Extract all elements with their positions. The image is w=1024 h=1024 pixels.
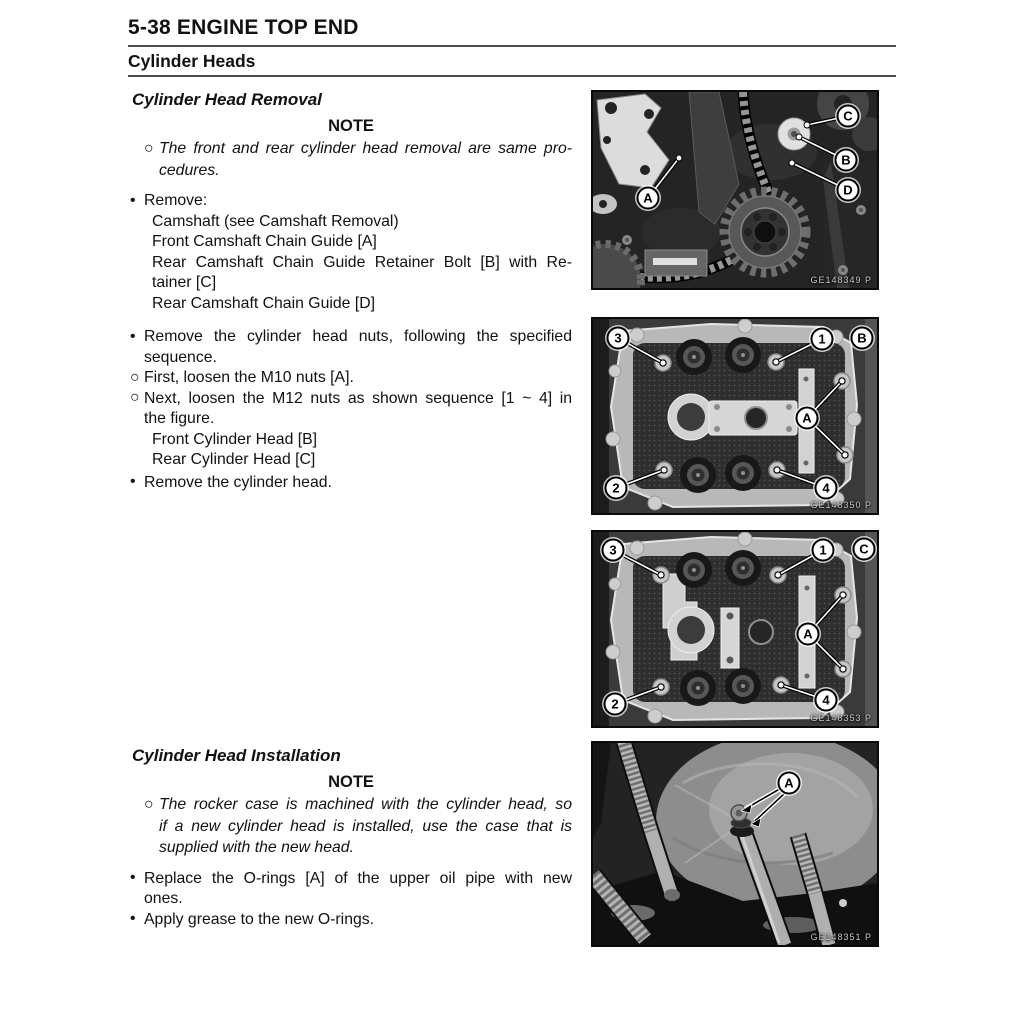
note-line: ○ The front and rear cylinder head removal are same pro- [146, 138, 572, 160]
photo-code: GE148353 P [810, 713, 872, 723]
callout-2: 2 [605, 477, 628, 500]
list-line: tainer [C] [152, 274, 217, 291]
list-line: Camshaft (see Camshaft Removal) [152, 212, 399, 230]
list-line: ○ First, loosen the M10 nuts [A]. [130, 368, 354, 386]
cam-chain-scene [593, 92, 877, 288]
note-label: NOTE [328, 773, 374, 791]
note-line: supplied with the new head. [159, 839, 354, 856]
callout-a: A [796, 407, 819, 430]
section-divider [128, 75, 896, 77]
list-line: • Remove: [130, 191, 208, 209]
circle-marker: ○ [144, 796, 154, 813]
figure-cam-chain-photo [591, 90, 879, 290]
tensioner-bracket [645, 250, 707, 276]
callout-a: A [637, 187, 660, 210]
installation-section [130, 746, 572, 930]
list-line: the figure. [144, 410, 215, 427]
callout-3: 3 [602, 539, 625, 562]
note-line: ○ The rocker case is machined with the cylinder head, so [146, 794, 572, 816]
callout-a: A [778, 772, 801, 795]
header-divider [128, 45, 896, 47]
callout-corner-c: C [853, 538, 876, 561]
circle-marker: ○ [144, 140, 154, 157]
callout-b: B [835, 149, 858, 172]
removal-section [130, 90, 572, 493]
list-line: ones. [144, 890, 183, 907]
bullet-marker: • [130, 869, 136, 886]
list-line: • Apply grease to the new O-rings. [130, 910, 375, 928]
figure-front-cylinder-head-photo [591, 317, 879, 515]
installation-heading: Cylinder Head Installation [132, 746, 341, 765]
list-line: sequence. [144, 348, 217, 366]
bullet-marker: • [130, 910, 136, 927]
list-line: • Remove the cylinder head. [130, 473, 332, 491]
callout-3: 3 [607, 327, 630, 350]
circle-marker: ○ [130, 368, 140, 386]
removal-heading: Cylinder Head Removal [132, 90, 322, 109]
photo-code: GE148350 P [810, 500, 872, 510]
installation-note [146, 794, 572, 859]
oil-pipe-scene [593, 743, 877, 945]
list-line: • Remove the cylinder head nuts, following the specified [130, 327, 572, 345]
figure-oil-pipe-photo [591, 741, 879, 947]
callout-2: 2 [604, 693, 627, 716]
chain-sprocket [724, 191, 806, 273]
bullet-marker: • [130, 327, 136, 345]
circle-marker: ○ [130, 389, 140, 406]
figure-rear-cylinder-head-photo [591, 530, 879, 728]
bullet-marker: • [130, 473, 136, 490]
note-label: NOTE [328, 117, 374, 135]
callout-corner-b: B [851, 327, 874, 350]
list-line: • Replace the O-rings [A] of the upper oil pipe with new [130, 869, 572, 887]
callout-d: D [837, 179, 860, 202]
callout-c: C [837, 105, 860, 128]
page-title: 5-38 ENGINE TOP END [128, 16, 359, 39]
list-line: Front Camshaft Chain Guide [A] [152, 233, 377, 250]
photo-code: GE148349 P [810, 275, 872, 285]
note-line: cedures. [159, 161, 220, 179]
list-line: Rear Cylinder Head [C] [152, 451, 316, 468]
note-line: if a new cylinder head is installed, use the case that is [159, 817, 572, 835]
callout-a: A [797, 623, 820, 646]
callout-1: 1 [812, 539, 835, 562]
list-line: Rear Camshaft Chain Guide Retainer Bolt [B] with Re- [152, 253, 572, 271]
callout-4: 4 [815, 477, 838, 500]
photo-code: GE148351 P [810, 932, 872, 942]
callout-4: 4 [815, 689, 838, 712]
bullet-marker: • [130, 191, 136, 209]
list-line: Front Cylinder Head [B] [152, 430, 318, 448]
list-line: ○ Next, loosen the M12 nuts as shown sequence [1 ~ 4] in [130, 389, 572, 407]
list-line: Rear Camshaft Chain Guide [D] [152, 294, 376, 312]
callout-1: 1 [811, 328, 834, 351]
section-title: Cylinder Heads [128, 51, 256, 71]
removal-note [146, 138, 572, 181]
